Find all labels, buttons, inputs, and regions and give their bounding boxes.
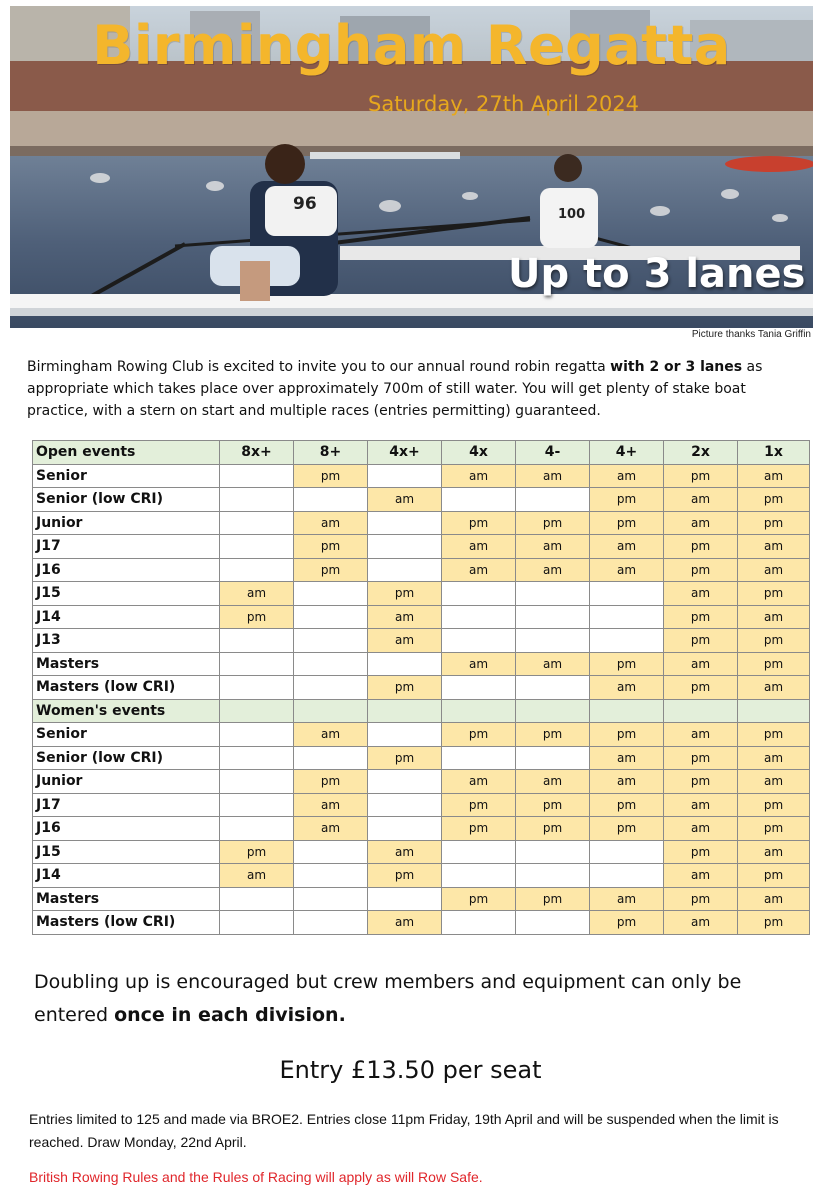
table-row	[33, 558, 810, 582]
table-cell: pm	[590, 793, 664, 817]
table-cell: pm	[664, 746, 738, 770]
column-header: 4-	[516, 441, 590, 465]
table-cell: am	[664, 511, 738, 535]
table-cell: am	[516, 464, 590, 488]
table-cell: am	[516, 535, 590, 559]
table-cell	[590, 864, 664, 888]
row-label: Senior (low CRI)	[33, 746, 220, 770]
table-cell	[368, 652, 442, 676]
table-cell	[220, 746, 294, 770]
rules-notice: British Rowing Rules and the Rules of Racing will apply as will Row Safe.	[29, 1169, 483, 1185]
table-cell: am	[664, 817, 738, 841]
table-cell: am	[590, 887, 664, 911]
table-cell: pm	[664, 535, 738, 559]
column-header: 2x	[664, 441, 738, 465]
table-cell: am	[442, 558, 516, 582]
photo-credit: Picture thanks Tania Griffin	[691, 329, 811, 340]
table-cell: am	[590, 746, 664, 770]
table-row	[33, 676, 810, 700]
table-cell: am	[516, 770, 590, 794]
column-header: 4x+	[368, 441, 442, 465]
table-cell: pm	[664, 558, 738, 582]
table-row	[33, 770, 810, 794]
table-cell: am	[590, 676, 664, 700]
table-cell: am	[738, 558, 810, 582]
row-label: Senior (low CRI)	[33, 488, 220, 512]
table-cell	[368, 887, 442, 911]
table-cell: am	[738, 605, 810, 629]
table-row	[33, 488, 810, 512]
hero-photo	[10, 6, 813, 328]
table-cell	[294, 652, 368, 676]
table-cell: am	[738, 770, 810, 794]
table-cell	[368, 558, 442, 582]
table-cell	[220, 464, 294, 488]
table-cell	[516, 582, 590, 606]
table-cell: pm	[442, 817, 516, 841]
table-cell: am	[442, 770, 516, 794]
table-cell	[294, 840, 368, 864]
table-cell: pm	[590, 488, 664, 512]
row-label: Junior	[33, 770, 220, 794]
row-label: J16	[33, 817, 220, 841]
table-cell	[220, 699, 294, 723]
table-cell: am	[664, 582, 738, 606]
table-cell: pm	[516, 817, 590, 841]
table-cell	[442, 864, 516, 888]
table-cell: pm	[368, 676, 442, 700]
table-cell: am	[738, 746, 810, 770]
table-cell: am	[294, 511, 368, 535]
table-cell: pm	[294, 535, 368, 559]
table-row	[33, 511, 810, 535]
table-cell: am	[368, 911, 442, 935]
table-cell: pm	[664, 464, 738, 488]
table-cell: am	[664, 723, 738, 747]
table-cell: pm	[516, 887, 590, 911]
table-cell	[294, 746, 368, 770]
table-cell	[294, 629, 368, 653]
table-cell: pm	[738, 582, 810, 606]
row-label: J13	[33, 629, 220, 653]
column-header: 4x	[442, 441, 516, 465]
table-cell: am	[294, 793, 368, 817]
table-row	[33, 535, 810, 559]
table-cell: pm	[590, 652, 664, 676]
table-cell	[368, 723, 442, 747]
row-label: J17	[33, 793, 220, 817]
table-cell: pm	[294, 558, 368, 582]
table-cell: am	[590, 535, 664, 559]
table-cell	[294, 582, 368, 606]
doubling-bold: once in each division.	[114, 1004, 346, 1026]
table-cell	[516, 605, 590, 629]
table-cell: pm	[516, 511, 590, 535]
table-cell: am	[294, 817, 368, 841]
table-cell	[294, 605, 368, 629]
bib-number-100: 100	[558, 207, 586, 222]
table-cell: am	[664, 652, 738, 676]
table-cell: pm	[590, 723, 664, 747]
table-cell	[220, 629, 294, 653]
table-cell: am	[590, 464, 664, 488]
intro-paragraph	[27, 356, 797, 422]
table-cell	[368, 464, 442, 488]
intro-text-start: Birmingham Rowing Club is excited to invite you to our annual round robin regatta	[27, 359, 611, 375]
table-cell	[590, 605, 664, 629]
row-label: J16	[33, 558, 220, 582]
table-cell: pm	[664, 840, 738, 864]
table-cell	[664, 699, 738, 723]
table-cell: am	[442, 535, 516, 559]
intro-text-bold: with 2 or 3 lanes	[610, 359, 743, 375]
table-cell	[368, 817, 442, 841]
table-cell	[220, 511, 294, 535]
table-cell: pm	[664, 770, 738, 794]
intro-text-end: as appropriate which takes place over approximately 700m of still water. You will get plenty of stake boat practice, with a stern on start and multiple races (entries permitting) guaranteed.	[27, 359, 763, 419]
table-cell	[368, 699, 442, 723]
table-row	[33, 464, 810, 488]
table-cell	[220, 793, 294, 817]
table-cell: am	[664, 864, 738, 888]
table-cell	[220, 535, 294, 559]
row-label: Masters (low CRI)	[33, 911, 220, 935]
table-cell: am	[294, 723, 368, 747]
table-row	[33, 793, 810, 817]
table-cell	[590, 699, 664, 723]
table-cell: pm	[664, 676, 738, 700]
table-cell: pm	[738, 652, 810, 676]
table-cell	[368, 535, 442, 559]
table-cell	[220, 488, 294, 512]
table-cell	[294, 699, 368, 723]
table-cell	[220, 770, 294, 794]
table-header-row	[33, 441, 810, 465]
table-cell: pm	[738, 511, 810, 535]
table-cell	[294, 676, 368, 700]
table-cell: am	[368, 488, 442, 512]
table-cell: pm	[516, 793, 590, 817]
table-cell	[294, 488, 368, 512]
row-label: Junior	[33, 511, 220, 535]
table-cell	[442, 676, 516, 700]
bib-number-96: 96	[293, 194, 317, 214]
table-cell: am	[738, 535, 810, 559]
table-cell	[294, 887, 368, 911]
table-cell	[442, 605, 516, 629]
table-cell	[516, 699, 590, 723]
column-header: 8+	[294, 441, 368, 465]
table-cell	[442, 488, 516, 512]
events-table	[32, 440, 810, 935]
table-cell: pm	[294, 464, 368, 488]
table-cell	[590, 840, 664, 864]
table-cell: pm	[442, 723, 516, 747]
table-cell	[738, 699, 810, 723]
table-cell: pm	[664, 629, 738, 653]
table-cell	[368, 511, 442, 535]
table-cell: pm	[664, 887, 738, 911]
table-row	[33, 629, 810, 653]
table-cell: pm	[738, 629, 810, 653]
table-cell: pm	[442, 887, 516, 911]
table-cell	[220, 887, 294, 911]
table-cell	[220, 652, 294, 676]
table-cell: pm	[220, 605, 294, 629]
table-cell	[442, 629, 516, 653]
table-cell: pm	[738, 488, 810, 512]
table-cell: am	[664, 793, 738, 817]
table-cell: pm	[368, 582, 442, 606]
table-cell: pm	[738, 864, 810, 888]
table-cell: pm	[590, 911, 664, 935]
table-cell	[590, 629, 664, 653]
row-label: Masters	[33, 652, 220, 676]
table-cell	[516, 676, 590, 700]
table-cell: am	[590, 558, 664, 582]
table-corner-label: Open events	[33, 441, 220, 465]
table-row	[33, 887, 810, 911]
table-cell	[516, 629, 590, 653]
table-cell	[294, 911, 368, 935]
table-cell	[516, 488, 590, 512]
column-header: 1x	[738, 441, 810, 465]
table-cell: pm	[368, 864, 442, 888]
table-cell: pm	[368, 746, 442, 770]
table-cell	[220, 723, 294, 747]
table-cell: am	[442, 464, 516, 488]
table-cell	[220, 911, 294, 935]
table-cell: am	[368, 629, 442, 653]
table-cell: pm	[294, 770, 368, 794]
table-cell: am	[368, 605, 442, 629]
table-cell: pm	[664, 605, 738, 629]
table-cell	[516, 840, 590, 864]
table-cell: am	[738, 840, 810, 864]
table-cell	[220, 817, 294, 841]
table-cell: pm	[220, 840, 294, 864]
column-header: 8x+	[220, 441, 294, 465]
row-label: J17	[33, 535, 220, 559]
row-label: Women's events	[33, 699, 220, 723]
table-row	[33, 723, 810, 747]
regatta-title: Birmingham Regatta	[92, 14, 731, 77]
entry-fee: Entry £13.50 per seat	[279, 1056, 542, 1084]
table-body	[33, 464, 810, 934]
table-cell	[442, 699, 516, 723]
table-row	[33, 605, 810, 629]
table-cell: am	[738, 676, 810, 700]
table-cell: pm	[442, 793, 516, 817]
table-cell: pm	[590, 817, 664, 841]
table-cell	[442, 840, 516, 864]
table-cell	[220, 558, 294, 582]
table-cell	[220, 676, 294, 700]
table-cell: pm	[738, 817, 810, 841]
table-cell: am	[516, 558, 590, 582]
row-label: J15	[33, 840, 220, 864]
table-cell: am	[664, 488, 738, 512]
table-cell	[442, 746, 516, 770]
row-label: Senior	[33, 723, 220, 747]
lanes-banner: Up to 3 lanes	[508, 251, 806, 297]
table-cell: am	[368, 840, 442, 864]
row-label: Masters (low CRI)	[33, 676, 220, 700]
row-label: J14	[33, 605, 220, 629]
table-row	[33, 652, 810, 676]
section-header-row	[33, 699, 810, 723]
table-cell	[516, 911, 590, 935]
table-cell	[294, 864, 368, 888]
table-cell: am	[590, 770, 664, 794]
column-header: 4+	[590, 441, 664, 465]
table-cell: pm	[738, 793, 810, 817]
table-cell	[442, 911, 516, 935]
row-label: Masters	[33, 887, 220, 911]
table-cell: pm	[738, 723, 810, 747]
doubling-text: Doubling up is encouraged but crew members and equipment can only be entered	[34, 971, 742, 1026]
table-cell: pm	[738, 911, 810, 935]
table-cell	[516, 746, 590, 770]
table-cell: pm	[442, 511, 516, 535]
regatta-date: Saturday, 27th April 2024	[368, 92, 640, 116]
row-label: J14	[33, 864, 220, 888]
row-label: Senior	[33, 464, 220, 488]
table-cell	[368, 793, 442, 817]
table-cell	[442, 582, 516, 606]
table-cell: am	[738, 464, 810, 488]
table-cell: am	[516, 652, 590, 676]
table-cell: am	[220, 582, 294, 606]
table-row	[33, 582, 810, 606]
table-cell: pm	[516, 723, 590, 747]
table-cell	[590, 582, 664, 606]
table-cell	[368, 770, 442, 794]
table-cell: am	[738, 887, 810, 911]
table-row	[33, 746, 810, 770]
table-cell: pm	[590, 511, 664, 535]
table-cell: am	[664, 911, 738, 935]
row-label: J15	[33, 582, 220, 606]
table-cell: am	[220, 864, 294, 888]
table-row	[33, 911, 810, 935]
table-row	[33, 864, 810, 888]
table-cell: am	[442, 652, 516, 676]
table-row	[33, 817, 810, 841]
doubling-note	[34, 966, 794, 1032]
table-row	[33, 840, 810, 864]
table-cell	[516, 864, 590, 888]
entry-limits: Entries limited to 125 and made via BROE2. Entries close 11pm Friday, 19th April and will be suspended when the limit is reached. Draw Monday, 22nd April.	[29, 1111, 779, 1150]
